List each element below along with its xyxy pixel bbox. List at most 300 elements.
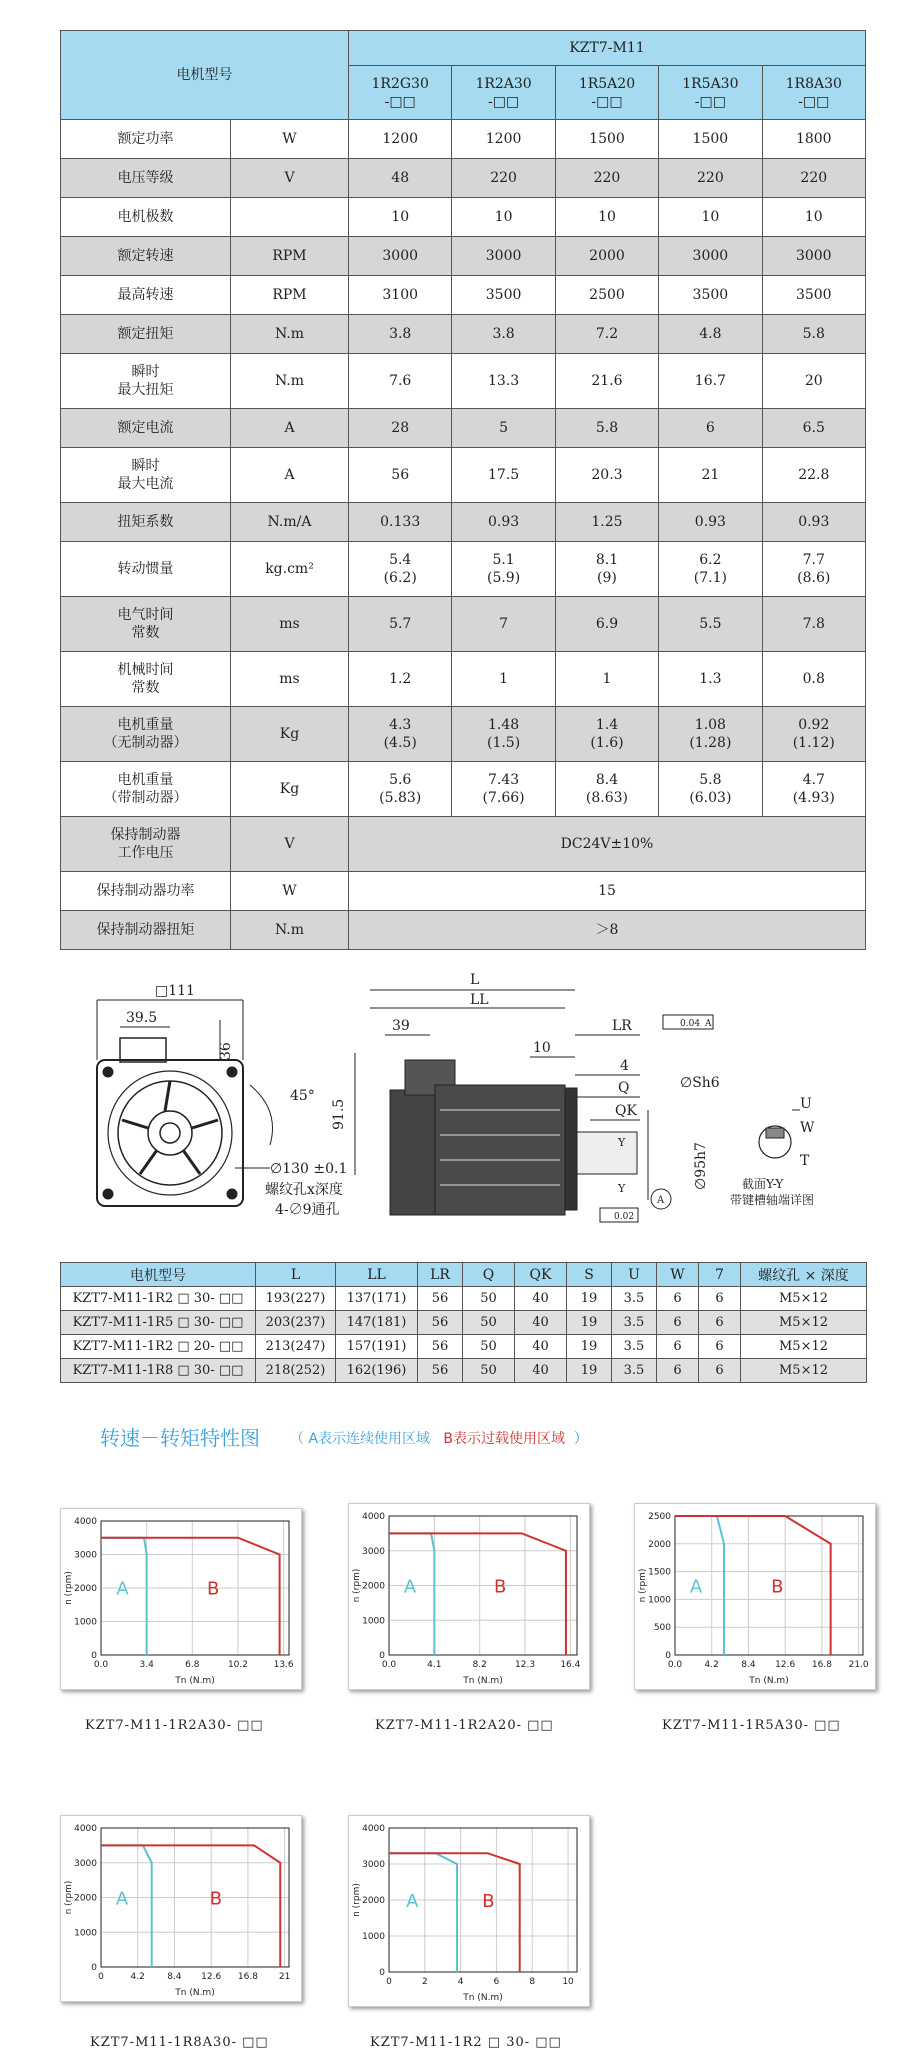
y-tick-label: 2000 <box>362 1896 385 1906</box>
spec-cell: 4.7 (4.93) <box>762 762 865 817</box>
dims-cell: KZT7-M11-1R8 □ 30- □□ <box>61 1359 256 1383</box>
spec-cell: 8.4 (8.63) <box>555 762 658 817</box>
dims-cell: 40 <box>515 1311 567 1335</box>
dims-cell: 193(227) <box>256 1287 336 1311</box>
speed-torque-chart <box>634 1503 876 1690</box>
spec-cell: 4.3 (4.5) <box>349 707 452 762</box>
x-axis-label: Tn (N.m) <box>463 1676 503 1686</box>
spec-row <box>61 652 866 707</box>
dims-cell: 213(247) <box>256 1335 336 1359</box>
dimension-drawings <box>0 960 917 1230</box>
side-915: 91.5 <box>331 1098 347 1130</box>
spec-row <box>61 448 866 503</box>
y-tick-label: 0 <box>665 1651 671 1661</box>
side-Y2: Y <box>618 1182 626 1195</box>
side-tolA: A <box>705 1019 712 1029</box>
dims-cell: 6 <box>699 1335 741 1359</box>
spec-cell: 1.08 (1.28) <box>659 707 762 762</box>
brake-row-name: 保持制动器扭矩 <box>61 911 231 950</box>
side-L: L <box>470 972 480 988</box>
dims-cell: KZT7-M11-1R5 □ 30- □□ <box>61 1311 256 1335</box>
spec-cell: 7.6 <box>349 354 452 409</box>
spec-row <box>61 542 866 597</box>
spec-cell: 17.5 <box>452 448 555 503</box>
brake-row-name: 保持制动器 工作电压 <box>61 817 231 872</box>
y-axis-label: n (rpm) <box>64 1880 74 1915</box>
x-tick-label: 3.4 <box>139 1660 154 1670</box>
y-tick-label: 2000 <box>74 1893 97 1904</box>
spec-cell: 220 <box>555 159 658 198</box>
spec-row-unit: kg.cm² <box>231 542 349 597</box>
dims-cell: 3.5 <box>612 1287 657 1311</box>
spec-row-unit: RPM <box>231 276 349 315</box>
dims-cell: 50 <box>463 1311 515 1335</box>
y-tick-label: 0 <box>379 1968 385 1978</box>
y-tick-label: 3000 <box>74 1550 97 1561</box>
dims-cell: 218(252) <box>256 1359 336 1383</box>
x-tick-label: 16.4 <box>560 1660 581 1670</box>
chart-caption: KZT7-M11-1R2A30- □□ <box>85 1718 264 1733</box>
spec-row-name: 额定电流 <box>61 409 231 448</box>
dims-cell: 203(237) <box>256 1311 336 1335</box>
x-tick-label: 6 <box>493 1977 500 1987</box>
spec-row-unit: N.m <box>231 315 349 354</box>
spec-row <box>61 315 866 354</box>
spec-cell: 0.93 <box>452 503 555 542</box>
spec-cell: 3000 <box>349 237 452 276</box>
spec-series: KZT7-M11 <box>349 31 866 66</box>
x-tick-label: 0.0 <box>381 1660 397 1670</box>
spec-row-unit: Kg <box>231 762 349 817</box>
y-tick-label: 3000 <box>362 1860 385 1870</box>
dims-cell: 40 <box>515 1359 567 1383</box>
dims-header-cell: LL <box>336 1263 418 1287</box>
spec-cell: 20 <box>762 354 865 409</box>
y-tick-label: 2000 <box>74 1584 97 1594</box>
x-axis-label: Tn (N.m) <box>175 1988 215 1998</box>
spec-row-unit: Kg <box>231 707 349 762</box>
dims-cell: 56 <box>418 1311 463 1335</box>
dims-header-cell: L <box>256 1263 336 1287</box>
chart-svg <box>61 1816 301 2001</box>
chart-caption: KZT7-M11-1R5A30- □□ <box>662 1718 841 1733</box>
spec-row-name: 瞬时 最大扭矩 <box>61 354 231 409</box>
dims-cell: 3.5 <box>612 1311 657 1335</box>
chart-svg <box>635 1504 875 1689</box>
x-axis-label: Tn (N.m) <box>749 1676 789 1686</box>
dims-cell: 6 <box>699 1359 741 1383</box>
side-Y1: Y <box>618 1136 626 1149</box>
spec-row-unit: A <box>231 448 349 503</box>
plot-frame <box>675 1516 863 1655</box>
spec-cell: 21.6 <box>555 354 658 409</box>
spec-cell: 3000 <box>452 237 555 276</box>
spec-cell: 5.8 <box>555 409 658 448</box>
x-tick-label: 13.6 <box>273 1660 294 1670</box>
spec-cell: 2000 <box>555 237 658 276</box>
side-4: 4 <box>620 1058 629 1074</box>
spec-row <box>61 762 866 817</box>
x-tick-label: 0.0 <box>667 1660 683 1670</box>
spec-row <box>61 120 866 159</box>
section-view <box>730 1096 815 1207</box>
x-tick-label: 4.1 <box>427 1660 442 1670</box>
spec-cell: 1200 <box>349 120 452 159</box>
y-tick-label: 3000 <box>362 1546 385 1557</box>
section-label1: 截面Y-Y <box>742 1177 784 1191</box>
spec-cell: 10 <box>555 198 658 237</box>
spec-cell: 3.8 <box>452 315 555 354</box>
note-b: B表示过载使用区域 <box>443 1431 565 1447</box>
chart-caption: KZT7-M11-1R8A30- □□ <box>90 2035 269 2050</box>
series-label-B: B <box>771 1576 784 1598</box>
series-line-B <box>389 1853 520 1972</box>
chart-svg <box>61 1509 301 1689</box>
front-sq-dim: □111 <box>155 983 195 999</box>
x-tick-label: 21 <box>278 1972 291 1982</box>
chart-svg <box>349 1816 589 2006</box>
x-tick-label: 12.6 <box>201 1972 222 1982</box>
spec-row-name: 最高转速 <box>61 276 231 315</box>
spec-row-name: 额定转速 <box>61 237 231 276</box>
spec-row-name: 扭矩系数 <box>61 503 231 542</box>
spec-row-name: 额定扭矩 <box>61 315 231 354</box>
spec-cell: 7 <box>452 597 555 652</box>
spec-cell: 7.43 (7.66) <box>452 762 555 817</box>
y-tick-label: 4000 <box>362 1512 385 1522</box>
front-view <box>97 983 347 1218</box>
x-tick-label: 4 <box>457 1977 464 1987</box>
dims-cell: 19 <box>567 1335 612 1359</box>
side-d95: ∅95h7 <box>693 1142 709 1190</box>
spec-row <box>61 159 866 198</box>
spec-cell: 10 <box>659 198 762 237</box>
side-datum: A <box>657 1195 665 1206</box>
dims-cell: 19 <box>567 1311 612 1335</box>
spec-cell: 3500 <box>659 276 762 315</box>
x-axis-label: Tn (N.m) <box>463 1993 503 2003</box>
dims-header-cell: 电机型号 <box>61 1263 256 1287</box>
x-tick-label: 8.4 <box>167 1972 182 1982</box>
spec-model-1: 1R2A30 -□□ <box>452 66 555 120</box>
spec-cell: 7.8 <box>762 597 865 652</box>
series-line-A <box>389 1853 457 1972</box>
spec-cell: 21 <box>659 448 762 503</box>
dims-cell: M5×12 <box>741 1287 867 1311</box>
side-Q: Q <box>618 1080 630 1096</box>
chart-svg <box>349 1504 589 1689</box>
spec-row-name: 电气时间 常数 <box>61 597 231 652</box>
brake-row-value: DC24V±10% <box>349 817 866 872</box>
note-a: （ A表示连续使用区域 <box>290 1431 431 1447</box>
spec-cell: 3100 <box>349 276 452 315</box>
spec-model-0: 1R2G30 -□□ <box>349 66 452 120</box>
spec-cell: 1.25 <box>555 503 658 542</box>
dims-header-cell: QK <box>515 1263 567 1287</box>
y-tick-label: 2000 <box>648 1539 671 1550</box>
section-T: T <box>800 1153 810 1169</box>
dims-row <box>61 1335 867 1359</box>
spec-cell: 3500 <box>762 276 865 315</box>
spec-header-row <box>61 31 866 66</box>
dims-header-cell: W <box>657 1263 699 1287</box>
spec-cell: 0.93 <box>762 503 865 542</box>
spec-cell: 1 <box>555 652 658 707</box>
brake-row <box>61 911 866 950</box>
dims-cell: 40 <box>515 1287 567 1311</box>
section-W: W <box>800 1120 815 1136</box>
dims-cell: 6 <box>657 1359 699 1383</box>
series-label-B: B <box>493 1576 507 1598</box>
spec-cell: 1 <box>452 652 555 707</box>
spec-model-4: 1R8A30 -□□ <box>762 66 865 120</box>
spec-cell: 220 <box>659 159 762 198</box>
y-tick-label: 1000 <box>648 1595 671 1606</box>
spec-row-unit: V <box>231 159 349 198</box>
side-10: 10 <box>533 1040 551 1056</box>
dims-cell: 50 <box>463 1335 515 1359</box>
spec-cell: 1500 <box>659 120 762 159</box>
spec-cell: 1200 <box>452 120 555 159</box>
spec-row-unit: W <box>231 120 349 159</box>
series-label-B: B <box>209 1888 223 1910</box>
dimension-table <box>60 1262 867 1383</box>
x-tick-label: 8.4 <box>741 1660 756 1670</box>
spec-row-name: 额定功率 <box>61 120 231 159</box>
side-39: 39 <box>392 1018 410 1034</box>
y-tick-label: 1500 <box>648 1567 671 1578</box>
y-tick-label: 4000 <box>362 1824 385 1834</box>
series-label-A: A <box>403 1576 417 1598</box>
spec-table <box>60 30 866 950</box>
spec-cell: 4.8 <box>659 315 762 354</box>
spec-model-2: 1R5A20 -□□ <box>555 66 658 120</box>
spec-row-name: 转动惯量 <box>61 542 231 597</box>
brake-row-value: ＞8 <box>349 911 866 950</box>
spec-cell: 5.8 <box>762 315 865 354</box>
spec-row-name: 瞬时 最大电流 <box>61 448 231 503</box>
spec-row-unit: ms <box>231 652 349 707</box>
dims-cell: 50 <box>463 1287 515 1311</box>
spec-row-unit: RPM <box>231 237 349 276</box>
brake-row-unit: V <box>231 817 349 872</box>
y-tick-label: 1000 <box>74 1928 97 1939</box>
spec-cell: 7.2 <box>555 315 658 354</box>
dims-header-row <box>61 1263 867 1287</box>
x-axis-label: Tn (N.m) <box>175 1676 215 1686</box>
x-tick-label: 0 <box>386 1977 392 1987</box>
spec-row-name: 电压等级 <box>61 159 231 198</box>
x-tick-label: 10.2 <box>227 1660 248 1670</box>
series-label-A: A <box>689 1576 703 1598</box>
series-label-A: A <box>406 1891 419 1913</box>
dims-header-cell: U <box>612 1263 657 1287</box>
side-view <box>331 972 720 1222</box>
spec-row <box>61 198 866 237</box>
x-tick-label: 12.3 <box>515 1660 536 1670</box>
brake-row-name: 保持制动器功率 <box>61 872 231 911</box>
dims-cell: 6 <box>699 1311 741 1335</box>
spec-cell: 3000 <box>762 237 865 276</box>
front-angle: 45° <box>290 1088 315 1104</box>
spec-cell: 28 <box>349 409 452 448</box>
dims-cell: 19 <box>567 1287 612 1311</box>
dims-cell: 147(181) <box>336 1311 418 1335</box>
spec-cell: 22.8 <box>762 448 865 503</box>
spec-cell: 1.3 <box>659 652 762 707</box>
spec-cell: 5.4 (6.2) <box>349 542 452 597</box>
x-tick-label: 16.8 <box>237 1972 258 1982</box>
dims-cell: M5×12 <box>741 1359 867 1383</box>
spec-cell: 3500 <box>452 276 555 315</box>
x-tick-label: 6.8 <box>185 1660 200 1670</box>
spec-row <box>61 409 866 448</box>
side-QK: QK <box>615 1103 637 1119</box>
front-w-dim: 39.5 <box>126 1010 158 1026</box>
x-tick-label: 8.2 <box>472 1660 487 1670</box>
dims-row <box>61 1359 867 1383</box>
spec-cell: 5.1 (5.9) <box>452 542 555 597</box>
chart-caption: KZT7-M11-1R2 □ 30- □□ <box>370 2035 562 2050</box>
x-tick-label: 2 <box>421 1977 428 1987</box>
spec-header-label: 电机型号 <box>61 31 349 120</box>
dims-cell: M5×12 <box>741 1335 867 1359</box>
y-axis-label: n (rpm) <box>64 1571 74 1605</box>
spec-cell: 1.4 (1.6) <box>555 707 658 762</box>
spec-row-unit: N.m <box>231 354 349 409</box>
y-tick-label: 0 <box>91 1651 97 1661</box>
spec-model-3: 1R5A30 -□□ <box>659 66 762 120</box>
spec-cell: 5.6 (5.83) <box>349 762 452 817</box>
side-tol1: 0.04 <box>680 1019 701 1029</box>
y-tick-label: 3000 <box>74 1858 97 1869</box>
dims-cell: 6 <box>699 1287 741 1311</box>
front-holes: 4-∅9通孔 <box>275 1202 340 1218</box>
brake-row-unit: W <box>231 872 349 911</box>
spec-row <box>61 237 866 276</box>
spec-cell: 6.2 (7.1) <box>659 542 762 597</box>
speed-torque-chart <box>60 1508 302 1690</box>
spec-cell: 220 <box>762 159 865 198</box>
dims-cell: 162(196) <box>336 1359 418 1383</box>
spec-row <box>61 354 866 409</box>
y-tick-label: 4000 <box>74 1517 97 1527</box>
spec-cell: 0.8 <box>762 652 865 707</box>
spec-cell: 5 <box>452 409 555 448</box>
spec-cell: 16.7 <box>659 354 762 409</box>
spec-cell: 6.9 <box>555 597 658 652</box>
dims-cell: 50 <box>463 1359 515 1383</box>
x-tick-label: 4.2 <box>704 1660 719 1670</box>
spec-cell: 0.92 (1.12) <box>762 707 865 762</box>
y-tick-label: 500 <box>653 1623 671 1634</box>
dims-row <box>61 1287 867 1311</box>
y-axis-label: n (rpm) <box>352 1883 362 1917</box>
dims-cell: 56 <box>418 1287 463 1311</box>
series-label-B: B <box>206 1578 220 1600</box>
dims-cell: 3.5 <box>612 1335 657 1359</box>
brake-row-value: 15 <box>349 872 866 911</box>
section-title: 转速－转矩特性图 <box>100 1426 260 1450</box>
speed-torque-chart <box>60 1815 302 2002</box>
spec-cell: 10 <box>349 198 452 237</box>
spec-cell: 5.8 (6.03) <box>659 762 762 817</box>
x-tick-label: 0 <box>98 1972 104 1982</box>
x-tick-label: 21.0 <box>848 1660 869 1670</box>
side-sh6: ∅Sh6 <box>680 1075 720 1091</box>
speed-torque-chart <box>348 1503 590 1690</box>
spec-row <box>61 503 866 542</box>
spec-row-unit: A <box>231 409 349 448</box>
spec-row-name: 电机重量 （带制动器） <box>61 762 231 817</box>
side-LR: LR <box>612 1018 632 1034</box>
spec-cell: 6.5 <box>762 409 865 448</box>
spec-row <box>61 707 866 762</box>
dims-cell: KZT7-M11-1R2 □ 20- □□ <box>61 1335 256 1359</box>
dims-cell: 3.5 <box>612 1359 657 1383</box>
x-tick-label: 0.0 <box>93 1660 109 1670</box>
spec-cell: 7.7 (8.6) <box>762 542 865 597</box>
dims-cell: 40 <box>515 1335 567 1359</box>
side-LL: LL <box>470 992 489 1008</box>
spec-row-name: 电机重量 （无制动器） <box>61 707 231 762</box>
y-axis-label: n (rpm) <box>638 1568 648 1603</box>
front-screw: 螺纹孔x深度 <box>265 1182 343 1198</box>
dims-cell: M5×12 <box>741 1311 867 1335</box>
series-label-A: A <box>115 1888 129 1910</box>
spec-cell: 13.3 <box>452 354 555 409</box>
spec-cell: 10 <box>452 198 555 237</box>
spec-cell: 6 <box>659 409 762 448</box>
x-tick-label: 4.2 <box>130 1972 145 1982</box>
side-tol2: 0.02 <box>614 1212 635 1222</box>
brake-row-unit: N.m <box>231 911 349 950</box>
spec-row-name: 机械时间 常数 <box>61 652 231 707</box>
spec-row-unit: N.m/A <box>231 503 349 542</box>
spec-cell: 1.48 (1.5) <box>452 707 555 762</box>
dims-cell: 137(171) <box>336 1287 418 1311</box>
x-tick-label: 12.6 <box>775 1660 796 1670</box>
x-tick-label: 16.8 <box>811 1660 832 1670</box>
x-tick-label: 8 <box>529 1977 536 1987</box>
spec-cell: 8.1 (9) <box>555 542 658 597</box>
y-tick-label: 0 <box>91 1963 97 1973</box>
dims-cell: 6 <box>657 1287 699 1311</box>
dims-header-cell: Q <box>463 1263 515 1287</box>
front-h-dim: 36 <box>218 1042 234 1060</box>
dims-row <box>61 1311 867 1335</box>
y-tick-label: 2000 <box>362 1581 385 1592</box>
spec-cell: 5.5 <box>659 597 762 652</box>
spec-cell: 0.133 <box>349 503 452 542</box>
dims-cell: 19 <box>567 1359 612 1383</box>
dims-cell: 6 <box>657 1311 699 1335</box>
dims-cell: 157(191) <box>336 1335 418 1359</box>
y-tick-label: 1000 <box>74 1617 97 1628</box>
spec-cell: 1800 <box>762 120 865 159</box>
y-axis-label: n (rpm) <box>352 1568 362 1603</box>
spec-cell: 3000 <box>659 237 762 276</box>
section-note <box>290 1428 588 1448</box>
front-pcd: ∅130 ±0.1 <box>270 1161 348 1177</box>
spec-row <box>61 276 866 315</box>
spec-cell: 48 <box>349 159 452 198</box>
note-end: ） <box>573 1431 588 1447</box>
dims-cell: 6 <box>657 1335 699 1359</box>
y-tick-label: 4000 <box>74 1824 97 1834</box>
section-U: U <box>800 1096 812 1112</box>
spec-cell: 2500 <box>555 276 658 315</box>
